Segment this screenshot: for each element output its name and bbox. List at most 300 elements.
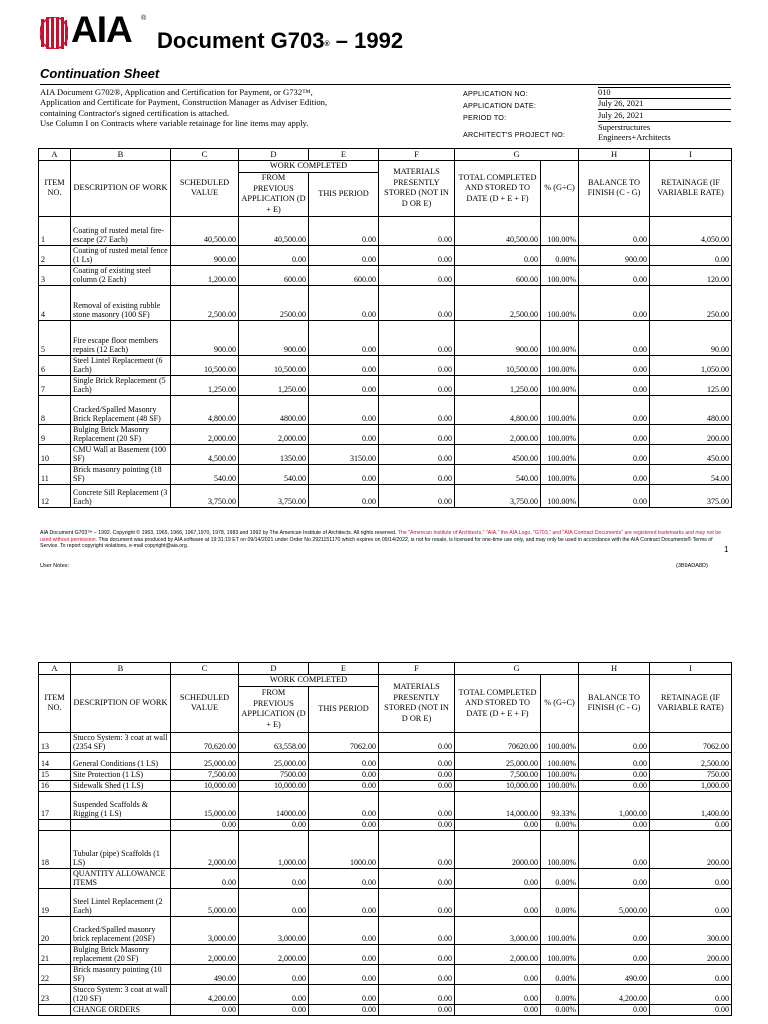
total-completed-cell: 14,000.00 (455, 791, 541, 819)
from-previous-cell: 14000.00 (239, 791, 309, 819)
from-previous-cell: 40,500.00 (239, 216, 309, 245)
description-header: DESCRIPTION OF WORK (71, 675, 171, 733)
from-previous-cell: 0.00 (239, 888, 309, 916)
from-previous-cell: 0.00 (239, 868, 309, 888)
from-previous-cell: 4800.00 (239, 395, 309, 424)
scheduled-value-cell: 3,750.00 (171, 484, 239, 507)
total-completed-cell: 0.00 (455, 245, 541, 265)
percent-complete-cell: 100.00% (541, 285, 579, 320)
table-row (39, 216, 732, 245)
retainage-cell: 300.00 (650, 916, 732, 944)
from-previous-header: FROM PREVIOUS APPLICATION (D + E) (239, 172, 309, 216)
description-cell: General Conditions (1 LS) (71, 752, 171, 769)
application-no-label: APPLICATION NO: (463, 89, 528, 98)
description-header: DESCRIPTION OF WORK (71, 161, 171, 217)
this-period-cell: 0.00 (309, 944, 379, 964)
materials-stored-cell: 0.00 (379, 732, 455, 752)
description-cell: Brick masonry pointing (18 SF) (71, 464, 171, 484)
description-cell: Single Brick Replacement (5 Each) (71, 375, 171, 395)
percent-complete-cell: 100.00% (541, 265, 579, 285)
retainage-cell: 200.00 (650, 424, 732, 444)
materials-stored-cell: 0.00 (379, 964, 455, 984)
description-cell: Tubular (pipe) Scaffolds (1 LS) (71, 830, 171, 868)
table-row (39, 944, 732, 964)
table-row (39, 916, 732, 944)
scheduled-value-header: SCHEDULED VALUE (171, 675, 239, 733)
from-previous-cell: 900.00 (239, 320, 309, 355)
this-period-cell: 3150.00 (309, 444, 379, 464)
item-no-cell: 6 (39, 355, 71, 375)
this-period-cell: 0.00 (309, 791, 379, 819)
this-period-cell: 0.00 (309, 424, 379, 444)
from-previous-cell: 25,000.00 (239, 752, 309, 769)
copyright-notice: AIA Document G703™ – 1992. Copyright © 1963, 1965, 1966, 1967,1970, 1978, 1983 and 1992 by The American Institute of Architects. All rights reserved. The "American Institute of Architects," "AIA," the AIA Logo, "G703," and "AIA Contract Documents" are registered trademarks and may not be used without permission. This document was produced by AIA software at 19:31:19 ET on 09/14/2021 under Order No.2921151170 which expires on 09/14/2022, is not for resale, is licensed for one-time use only, and may only be used in accordance with the AIA Contract Documents® Terms of Service. To report copyright violations, e-mail copyright@aia.org. (40, 530, 722, 550)
materials-stored-cell: 0.00 (379, 320, 455, 355)
retainage-cell: 2,500.00 (650, 752, 732, 769)
from-previous-cell: 7500.00 (239, 769, 309, 780)
total-completed-cell: 2,000.00 (455, 424, 541, 444)
table-row (39, 355, 732, 375)
description-cell: Stucco System: 3 coat at wall (2354 SF) (71, 732, 171, 752)
item-no-cell (39, 1004, 71, 1015)
item-no-cell: 9 (39, 424, 71, 444)
balance-to-finish-cell: 0.00 (579, 265, 650, 285)
percent-complete-cell: 100.00% (541, 320, 579, 355)
work-completed-header: WORK COMPLETED (239, 161, 379, 173)
materials-stored-cell: 0.00 (379, 752, 455, 769)
percent-complete-cell: 100.00% (541, 752, 579, 769)
description-cell: Cracked/Spalled Masonry Brick Replacement (48 SF) (71, 395, 171, 424)
this-period-cell: 0.00 (309, 916, 379, 944)
retainage-header: RETAINAGE (IF VARIABLE RATE) (650, 675, 732, 733)
table-row (39, 424, 732, 444)
from-previous-cell: 600.00 (239, 265, 309, 285)
from-previous-cell: 63,558.00 (239, 732, 309, 752)
item-no-cell: 17 (39, 791, 71, 819)
retainage-cell: 200.00 (650, 944, 732, 964)
this-period-cell: 0.00 (309, 355, 379, 375)
description-cell: CMU Wall at Basement (100 SF) (71, 444, 171, 464)
from-previous-cell: 10,000.00 (239, 780, 309, 791)
from-previous-cell: 1350.00 (239, 444, 309, 464)
balance-to-finish-cell: 0.00 (579, 1004, 650, 1015)
this-period-cell: 0.00 (309, 984, 379, 1004)
materials-stored-cell: 0.00 (379, 791, 455, 819)
balance-to-finish-cell: 0.00 (579, 819, 650, 830)
application-date-label: APPLICATION DATE: (463, 101, 537, 110)
materials-stored-cell: 0.00 (379, 285, 455, 320)
work-completed-header: WORK COMPLETED (239, 675, 379, 687)
instructions-text: AIA Document G702®, Application and Certification for Payment, or G732™, Application and Certificate for Payment, Construction Manager as Adviser Edition, containing Contractor's signed certification is attached. Use Column I on Contracts where variable retainage for line items may apply. (40, 87, 328, 129)
description-cell: Suspended Scaffolds & Rigging (1 LS) (71, 791, 171, 819)
balance-to-finish-cell: 0.00 (579, 444, 650, 464)
description-cell: Fire escape floor members repairs (12 Each) (71, 320, 171, 355)
this-period-header: THIS PERIOD (309, 686, 379, 732)
this-period-cell: 0.00 (309, 780, 379, 791)
materials-stored-cell: 0.00 (379, 984, 455, 1004)
description-cell: QUANTITY ALLOWANCE ITEMS (71, 868, 171, 888)
balance-to-finish-cell: 0.00 (579, 320, 650, 355)
percent-complete-cell: 0.00% (541, 868, 579, 888)
scheduled-value-cell: 4,500.00 (171, 444, 239, 464)
this-period-cell: 0.00 (309, 868, 379, 888)
balance-to-finish-cell: 0.00 (579, 752, 650, 769)
logo-registered-mark: ® (141, 15, 147, 22)
from-previous-cell: 1,250.00 (239, 375, 309, 395)
total-completed-cell: 7,500.00 (455, 769, 541, 780)
item-no-cell: 18 (39, 830, 71, 868)
retainage-cell: 450.00 (650, 444, 732, 464)
this-period-cell: 0.00 (309, 464, 379, 484)
retainage-cell: 4,050.00 (650, 216, 732, 245)
scheduled-value-cell: 2,000.00 (171, 944, 239, 964)
total-completed-cell: 10,500.00 (455, 355, 541, 375)
this-period-cell: 0.00 (309, 769, 379, 780)
table-row (39, 320, 732, 355)
materials-stored-cell: 0.00 (379, 916, 455, 944)
from-previous-cell: 1,000.00 (239, 830, 309, 868)
column-letters-row: A B C D E F G H I (39, 663, 732, 675)
header-divider (40, 84, 730, 85)
total-completed-cell: 2,000.00 (455, 944, 541, 964)
scheduled-value-header: SCHEDULED VALUE (171, 161, 239, 217)
total-completed-cell: 0.00 (455, 888, 541, 916)
continuation-table-page-1 (38, 148, 732, 508)
item-no-cell: 4 (39, 285, 71, 320)
scheduled-value-cell: 4,200.00 (171, 984, 239, 1004)
page-2-rows (39, 732, 732, 1015)
percent-complete-cell: 100.00% (541, 732, 579, 752)
description-cell: Bulging Brick Masonry Replacement (20 SF) (71, 424, 171, 444)
table-row (39, 769, 732, 780)
item-no-header: ITEM NO. (39, 675, 71, 733)
table-row (39, 245, 732, 265)
description-cell: Sidewalk Shed (1 LS) (71, 780, 171, 791)
item-no-cell: 16 (39, 780, 71, 791)
balance-to-finish-cell: 0.00 (579, 944, 650, 964)
item-no-cell (39, 819, 71, 830)
materials-stored-cell: 0.00 (379, 424, 455, 444)
balance-to-finish-cell: 0.00 (579, 395, 650, 424)
balance-to-finish-cell: 0.00 (579, 916, 650, 944)
table-row (39, 375, 732, 395)
scheduled-value-cell: 15,000.00 (171, 791, 239, 819)
item-no-cell: 2 (39, 245, 71, 265)
total-completed-cell: 0.00 (455, 1004, 541, 1015)
percent-complete-cell: 100.00% (541, 780, 579, 791)
balance-to-finish-cell: 0.00 (579, 732, 650, 752)
scheduled-value-cell: 7,500.00 (171, 769, 239, 780)
percent-complete-cell: 100.00% (541, 916, 579, 944)
period-to-label: PERIOD TO: (463, 113, 507, 122)
retainage-header: RETAINAGE (IF VARIABLE RATE) (650, 161, 732, 217)
page-number: 1 (724, 545, 729, 554)
scheduled-value-cell: 0.00 (171, 868, 239, 888)
description-cell: CHANGE ORDERS (71, 1004, 171, 1015)
scheduled-value-cell: 3,000.00 (171, 916, 239, 944)
table-row (39, 964, 732, 984)
total-completed-cell: 70620.00 (455, 732, 541, 752)
scheduled-value-cell: 4,800.00 (171, 395, 239, 424)
retainage-cell: 1,050.00 (650, 355, 732, 375)
retainage-cell: 0.00 (650, 245, 732, 265)
table-row (39, 752, 732, 769)
description-cell: Steel Lintel Replacement (6 Each) (71, 355, 171, 375)
percent-complete-cell: 100.00% (541, 216, 579, 245)
scheduled-value-cell: 2,500.00 (171, 285, 239, 320)
total-completed-cell: 900.00 (455, 320, 541, 355)
balance-to-finish-cell: 1,000.00 (579, 791, 650, 819)
scheduled-value-cell: 540.00 (171, 464, 239, 484)
scheduled-value-cell: 40,500.00 (171, 216, 239, 245)
this-period-cell: 0.00 (309, 216, 379, 245)
balance-to-finish-cell: 0.00 (579, 355, 650, 375)
total-completed-cell: 25,000.00 (455, 752, 541, 769)
item-no-cell: 5 (39, 320, 71, 355)
total-completed-cell: 600.00 (455, 265, 541, 285)
total-completed-cell: 2,500.00 (455, 285, 541, 320)
from-previous-cell: 2,000.00 (239, 944, 309, 964)
description-cell (71, 819, 171, 830)
balance-to-finish-cell: 5,000.00 (579, 888, 650, 916)
materials-stored-cell: 0.00 (379, 375, 455, 395)
balance-to-finish-cell: 900.00 (579, 245, 650, 265)
from-previous-cell: 3,750.00 (239, 484, 309, 507)
percent-complete-cell: 93.33% (541, 791, 579, 819)
description-cell: Coating of rusted metal fence (1 Ls) (71, 245, 171, 265)
item-no-cell: 7 (39, 375, 71, 395)
page-subtitle: Continuation Sheet (40, 66, 160, 81)
total-completed-cell: 3,000.00 (455, 916, 541, 944)
retainage-cell: 750.00 (650, 769, 732, 780)
item-no-cell: 11 (39, 464, 71, 484)
this-period-cell: 0.00 (309, 395, 379, 424)
percent-header: % (G÷C) (541, 675, 579, 733)
materials-stored-cell: 0.00 (379, 780, 455, 791)
user-notes-label: User Notes: (40, 563, 70, 569)
from-previous-cell: 0.00 (239, 964, 309, 984)
balance-header: BALANCE TO FINISH (C - G) (579, 675, 650, 733)
balance-to-finish-cell: 0.00 (579, 830, 650, 868)
this-period-cell: 0.00 (309, 819, 379, 830)
total-completed-cell: 10,000.00 (455, 780, 541, 791)
description-cell: Steel Lintel Replacement (2 Each) (71, 888, 171, 916)
percent-complete-cell: 0.00% (541, 888, 579, 916)
item-no-cell: 10 (39, 444, 71, 464)
item-no-cell: 23 (39, 984, 71, 1004)
total-completed-cell: 3,750.00 (455, 484, 541, 507)
balance-to-finish-cell: 0.00 (579, 464, 650, 484)
percent-header: % (G÷C) (541, 161, 579, 217)
percent-complete-cell: 100.00% (541, 944, 579, 964)
materials-stored-cell: 0.00 (379, 355, 455, 375)
description-cell: Removal of existing rubble stone masonry (100 SF) (71, 285, 171, 320)
retainage-cell: 0.00 (650, 868, 732, 888)
total-completed-header: TOTAL COMPLETED AND STORED TO DATE (D + E + F) (455, 161, 541, 217)
materials-stored-cell: 0.00 (379, 484, 455, 507)
table-row (39, 791, 732, 819)
materials-stored-cell: 0.00 (379, 464, 455, 484)
materials-header: MATERIALS PRESENTLY STORED (NOT IN D OR E) (379, 675, 455, 733)
description-cell: Coating of existing steel column (2 Each) (71, 265, 171, 285)
percent-complete-cell: 100.00% (541, 424, 579, 444)
table-row (39, 265, 732, 285)
percent-complete-cell: 0.00% (541, 1004, 579, 1015)
table-row (39, 484, 732, 507)
retainage-cell: 0.00 (650, 984, 732, 1004)
scheduled-value-cell: 10,000.00 (171, 780, 239, 791)
item-no-cell: 12 (39, 484, 71, 507)
materials-header: MATERIALS PRESENTLY STORED (NOT IN D OR E) (379, 161, 455, 217)
scheduled-value-cell: 10,500.00 (171, 355, 239, 375)
continuation-table-page-2 (38, 662, 732, 1016)
materials-stored-cell: 0.00 (379, 769, 455, 780)
retainage-cell: 375.00 (650, 484, 732, 507)
balance-to-finish-cell: 0.00 (579, 375, 650, 395)
item-no-cell: 22 (39, 964, 71, 984)
period-to-value: July 26, 2021 (598, 111, 731, 122)
materials-stored-cell: 0.00 (379, 265, 455, 285)
total-completed-cell: 540.00 (455, 464, 541, 484)
balance-header: BALANCE TO FINISH (C - G) (579, 161, 650, 217)
percent-complete-cell: 0.00% (541, 819, 579, 830)
item-no-cell: 19 (39, 888, 71, 916)
materials-stored-cell: 0.00 (379, 830, 455, 868)
percent-complete-cell: 0.00% (541, 964, 579, 984)
from-previous-cell: 3,000.00 (239, 916, 309, 944)
description-cell: Cracked/Spalled masonry brick replacement (20SF) (71, 916, 171, 944)
scheduled-value-cell: 490.00 (171, 964, 239, 984)
this-period-cell: 600.00 (309, 265, 379, 285)
description-cell: Coating of rusted metal fire-escape (27 Each) (71, 216, 171, 245)
retainage-cell: 90.00 (650, 320, 732, 355)
balance-to-finish-cell: 0.00 (579, 868, 650, 888)
architect-project-label: ARCHITECT'S PROJECT NO: (463, 130, 566, 139)
percent-complete-cell: 100.00% (541, 830, 579, 868)
percent-complete-cell: 100.00% (541, 395, 579, 424)
scheduled-value-cell: 1,250.00 (171, 375, 239, 395)
from-previous-cell: 0.00 (239, 819, 309, 830)
scheduled-value-cell: 1,200.00 (171, 265, 239, 285)
table-row (39, 819, 732, 830)
this-period-cell: 0.00 (309, 1004, 379, 1015)
document-title: Document G703® – 1992 (157, 28, 404, 53)
balance-to-finish-cell: 0.00 (579, 484, 650, 507)
this-period-cell: 0.00 (309, 245, 379, 265)
this-period-cell: 7062.00 (309, 732, 379, 752)
balance-to-finish-cell: 0.00 (579, 285, 650, 320)
balance-to-finish-cell: 0.00 (579, 216, 650, 245)
retainage-cell: 1,400.00 (650, 791, 732, 819)
balance-to-finish-cell: 4,200.00 (579, 984, 650, 1004)
this-period-cell: 1000.00 (309, 830, 379, 868)
retainage-cell: 0.00 (650, 964, 732, 984)
table-row (39, 780, 732, 791)
retainage-cell: 125.00 (650, 375, 732, 395)
this-period-cell: 0.00 (309, 285, 379, 320)
table-row (39, 984, 732, 1004)
scheduled-value-cell: 2,000.00 (171, 830, 239, 868)
table-row (39, 395, 732, 424)
table-row (39, 1004, 732, 1015)
percent-complete-cell: 100.00% (541, 484, 579, 507)
item-no-cell: 21 (39, 944, 71, 964)
total-completed-cell: 0.00 (455, 964, 541, 984)
item-no-header: ITEM NO. (39, 161, 71, 217)
table-row (39, 464, 732, 484)
item-no-cell: 3 (39, 265, 71, 285)
materials-stored-cell: 0.00 (379, 888, 455, 916)
materials-stored-cell: 0.00 (379, 868, 455, 888)
from-previous-cell: 0.00 (239, 245, 309, 265)
scheduled-value-cell: 70,620.00 (171, 732, 239, 752)
retainage-cell: 1,000.00 (650, 780, 732, 791)
from-previous-cell: 0.00 (239, 984, 309, 1004)
this-period-cell: 0.00 (309, 964, 379, 984)
balance-to-finish-cell: 0.00 (579, 780, 650, 791)
description-cell: Brick masonry pointing (10 SF) (71, 964, 171, 984)
percent-complete-cell: 100.00% (541, 375, 579, 395)
description-cell: Bulging Brick Masonry replacement (20 SF) (71, 944, 171, 964)
total-completed-cell: 1,250.00 (455, 375, 541, 395)
document-code: (3B9ADA8D) (676, 563, 708, 569)
materials-stored-cell: 0.00 (379, 944, 455, 964)
percent-complete-cell: 0.00% (541, 245, 579, 265)
page-1-rows (39, 216, 732, 507)
scheduled-value-cell: 0.00 (171, 1004, 239, 1015)
from-previous-cell: 540.00 (239, 464, 309, 484)
balance-to-finish-cell: 0.00 (579, 424, 650, 444)
materials-stored-cell: 0.00 (379, 444, 455, 464)
table-row (39, 732, 732, 752)
scheduled-value-cell: 900.00 (171, 245, 239, 265)
application-date-value: July 26, 2021 (598, 99, 731, 110)
table-row (39, 830, 732, 868)
from-previous-cell: 0.00 (239, 1004, 309, 1015)
table-row (39, 868, 732, 888)
retainage-cell: 250.00 (650, 285, 732, 320)
description-cell: Site Protection (1 LS) (71, 769, 171, 780)
percent-complete-cell: 100.00% (541, 355, 579, 375)
item-no-cell: 8 (39, 395, 71, 424)
retainage-cell: 120.00 (650, 265, 732, 285)
percent-complete-cell: 0.00% (541, 984, 579, 1004)
architect-project-value: Superstructures Engineers+Architects (598, 123, 671, 142)
retainage-cell: 0.00 (650, 1004, 732, 1015)
from-previous-header: FROM PREVIOUS APPLICATION (D + E) (239, 686, 309, 732)
aia-logo-icon (40, 17, 68, 49)
materials-stored-cell: 0.00 (379, 1004, 455, 1015)
table-row (39, 444, 732, 464)
total-completed-cell: 4500.00 (455, 444, 541, 464)
this-period-cell: 0.00 (309, 888, 379, 916)
total-completed-cell: 4,800.00 (455, 395, 541, 424)
this-period-cell: 0.00 (309, 484, 379, 507)
scheduled-value-cell: 0.00 (171, 819, 239, 830)
total-completed-cell: 0.00 (455, 819, 541, 830)
scheduled-value-cell: 5,000.00 (171, 888, 239, 916)
column-letters-row: A B C D E F G H I (39, 149, 732, 161)
balance-to-finish-cell: 0.00 (579, 769, 650, 780)
header-row (39, 675, 732, 687)
retainage-cell: 54.00 (650, 464, 732, 484)
item-no-cell (39, 868, 71, 888)
item-no-cell: 15 (39, 769, 71, 780)
retainage-cell: 7062.00 (650, 732, 732, 752)
item-no-cell: 20 (39, 916, 71, 944)
materials-stored-cell: 0.00 (379, 395, 455, 424)
total-completed-header: TOTAL COMPLETED AND STORED TO DATE (D + E + F) (455, 675, 541, 733)
